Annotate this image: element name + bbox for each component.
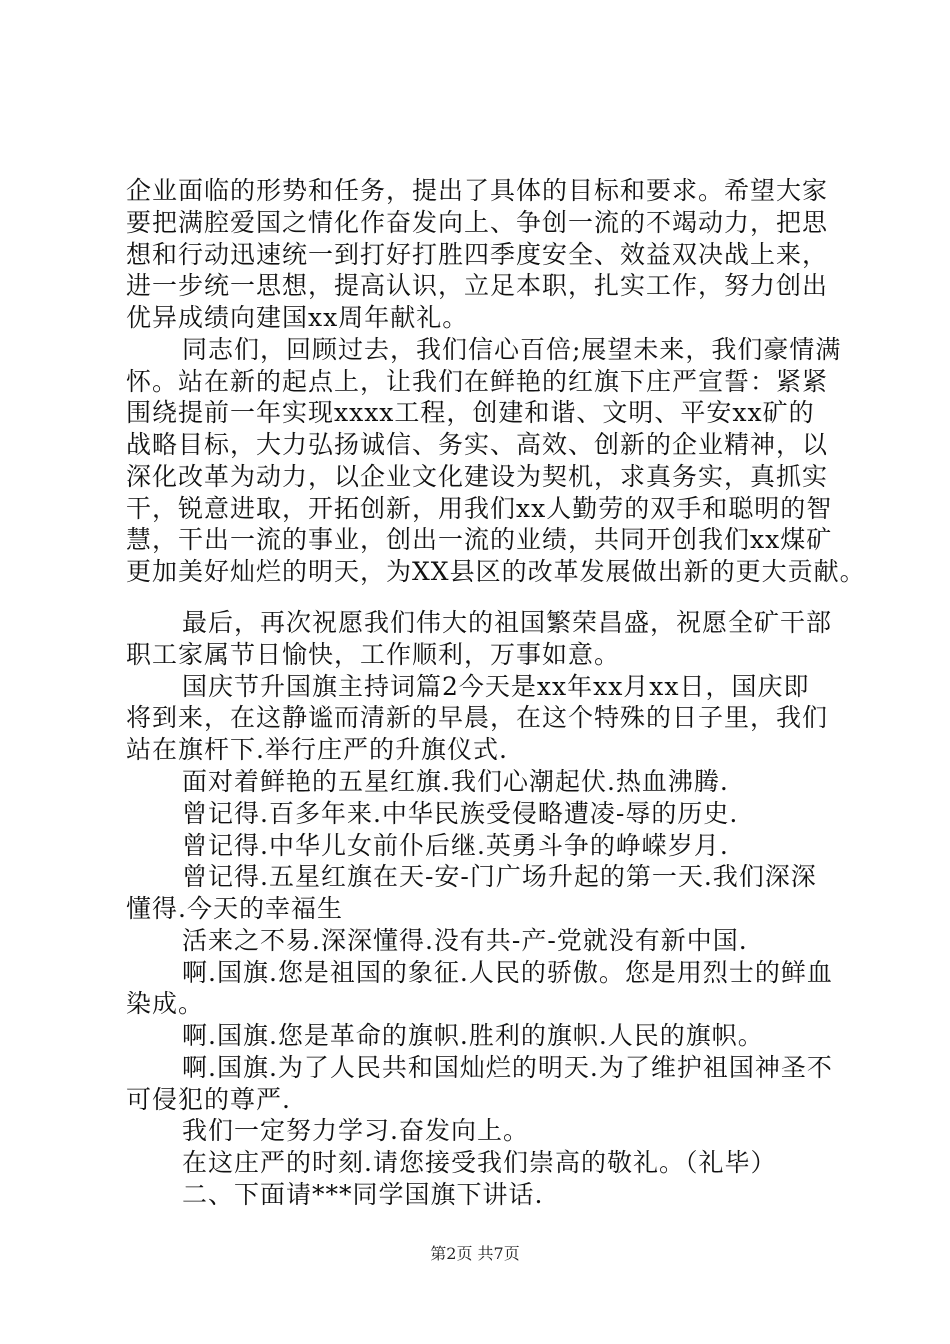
text-line: 国庆节升国旗主持词篇2今天是xx年xx月xx日，国庆即 [182, 672, 810, 701]
text-line: 慧，干出一流的事业，创出一流的业绩，共同开创我们xx煤矿 [126, 525, 833, 554]
text-line: 我们一定努力学习.奋发向上。 [182, 1116, 529, 1145]
text-line: 干，锐意进取，开拓创新，用我们xx人勤劳的双手和聪明的智 [126, 494, 833, 523]
text-line: 深化改革为动力，以企业文化建设为契机，求真务实，真抓实 [126, 462, 829, 491]
text-line: 啊.国旗.为了人民共和国灿烂的明天.为了维护祖国神圣不 [182, 1053, 833, 1082]
text-line: 战略目标，大力弘扬诚信、务实、高效、创新的企业精神，以 [126, 430, 829, 459]
text-line: 面对着鲜艳的五星红旗.我们心潮起伏.热血沸腾. [182, 767, 729, 796]
text-line: 活来之不易.深深懂得.没有共-产-党就没有新中国. [182, 926, 748, 955]
text-line: 染成。 [126, 989, 205, 1018]
text-line: 最后，再次祝愿我们伟大的祖国繁荣昌盛，祝愿全矿干部 [182, 608, 833, 637]
text-line: 怀。站在新的起点上，让我们在鲜艳的红旗下庄严宣誓：紧紧 [126, 367, 829, 396]
text-line: 曾记得.五星红旗在天-安-门广场升起的第一天.我们深深 [182, 862, 817, 891]
text-line: 将到来，在这静谧而清新的早晨，在这个特殊的日子里，我们 [126, 703, 829, 732]
text-line: 二、下面请***同学国旗下讲话. [182, 1180, 544, 1209]
text-line: 在这庄严的时刻.请您接受我们崇高的敬礼。（礼毕） [182, 1148, 777, 1177]
page-number-footer: 第2页 共7页 [430, 1244, 520, 1263]
text-line: 更加美好灿烂的明天，为XX县区的改革发展做出新的更大贡献。 [126, 557, 866, 586]
text-line: 要把满腔爱国之情化作奋发向上、争创一流的不竭动力，把思 [126, 208, 829, 237]
text-line: 进一步统一思想，提高认识，立足本职，扎实工作，努力创出 [126, 271, 829, 300]
text-line: 懂得.今天的幸福生 [126, 894, 343, 923]
text-line: 啊.国旗.您是革命的旗帜.胜利的旗帜.人民的旗帜。 [182, 1021, 764, 1050]
text-line: 围绕提前一年实现xxxx工程，创建和谐、文明、平安xx矿的 [126, 398, 815, 427]
text-line: 同志们，回顾过去，我们信心百倍;展望未来，我们豪情满 [182, 335, 842, 364]
text-line: 可侵犯的尊严. [126, 1085, 291, 1114]
text-line: 曾记得.百多年来.中华民族受侵略遭凌-辱的历史. [182, 799, 739, 828]
text-line: 优异成绩向建国xx周年献礼。 [126, 303, 469, 332]
text-line: 企业面临的形势和任务，提出了具体的目标和要求。希望大家 [126, 176, 829, 205]
text-line: 啊.国旗.您是祖国的象征.人民的骄傲。您是用烈士的鲜血 [182, 958, 833, 987]
text-line: 想和行动迅速统一到打好打胜四季度安全、效益双决战上来， [126, 240, 829, 269]
text-line: 曾记得.中华儿女前仆后继.英勇斗争的峥嵘岁月. [182, 831, 729, 860]
text-line: 站在旗杆下.举行庄严的升旗仪式. [126, 735, 508, 764]
text-line: 职工家属节日愉快，工作顺利，万事如意。 [126, 640, 621, 669]
